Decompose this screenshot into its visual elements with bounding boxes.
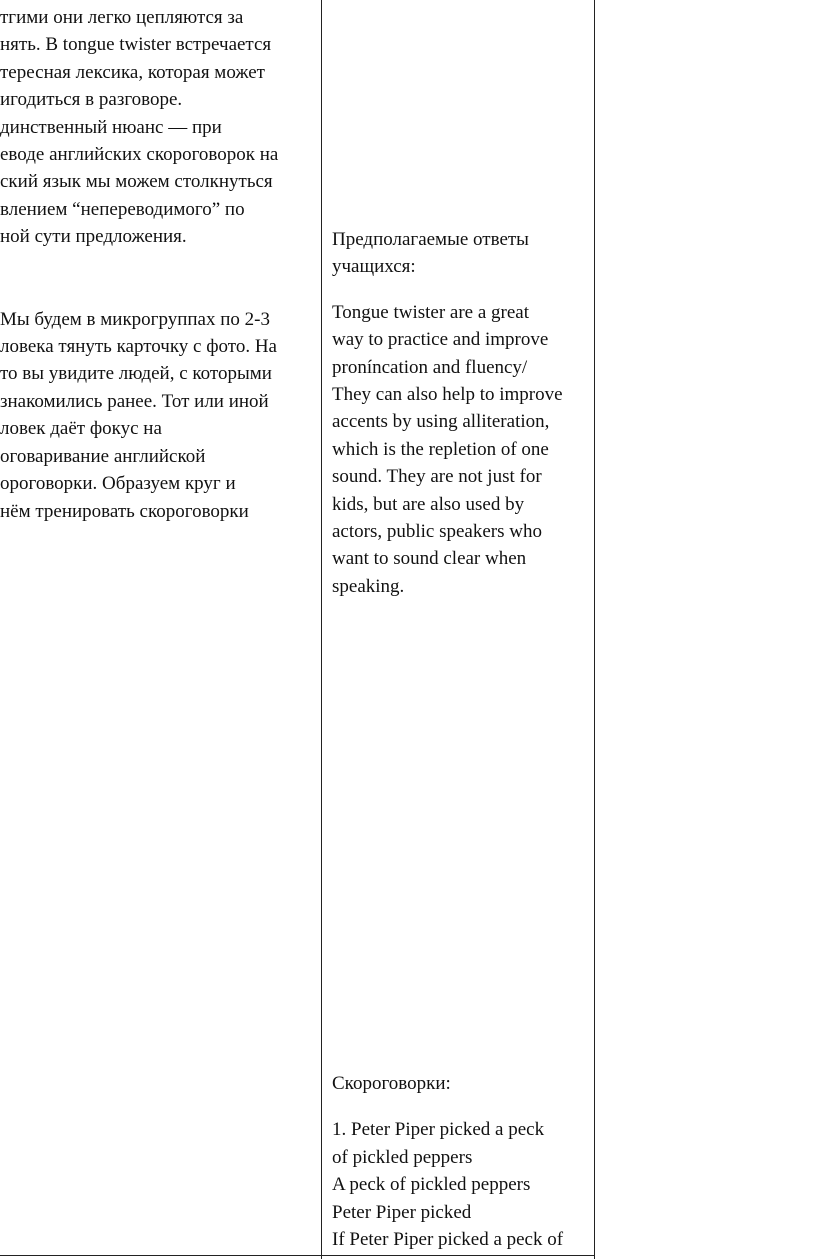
text-line: sound. They are not just for	[332, 466, 542, 488]
text-line: знакомились ранее. Тот или иной	[0, 390, 269, 412]
text-line: учащихся:	[332, 256, 416, 278]
left-paragraph-1	[0, 4, 278, 251]
text-line: игодиться в разговоре.	[0, 89, 183, 111]
text-line: динственный нюанс — при	[0, 116, 222, 138]
left-paragraph-2	[0, 306, 278, 525]
text-line: оговаривание английской	[0, 445, 206, 467]
tongue-twisters-block	[332, 1070, 563, 1253]
text-line: want to sound clear when	[332, 548, 527, 570]
text-line: Peter Piper picked	[332, 1201, 472, 1223]
text-line: Предполагаемые ответы	[332, 229, 529, 250]
text-line: Tongue twister are a great	[332, 301, 530, 323]
text-line: ловек даёт фокус на	[0, 418, 162, 440]
text-line: 1. Peter Piper picked a peck	[332, 1119, 545, 1141]
text-line: of pickled peppers	[332, 1146, 473, 1168]
text-line: тгими они легко цепляются за	[0, 7, 244, 28]
text-line: proníncation and fluency/	[332, 356, 528, 378]
text-line: kids, but are also used by	[332, 493, 525, 515]
text-line: еводе английских скороговорок на	[0, 144, 279, 166]
text-line: actors, public speakers who	[332, 521, 542, 543]
text-line: ловека тянуть карточку с фото. На	[0, 336, 277, 358]
text-line: They can also help to improve	[332, 384, 563, 406]
text-line: ский язык мы можем столкнуться	[0, 171, 273, 193]
table-bottom-border	[0, 1255, 595, 1256]
text-line: speaking.	[332, 575, 405, 597]
text-line: нём тренировать скороговорки	[0, 500, 249, 522]
text-line: A peck of pickled peppers	[332, 1174, 531, 1196]
left-cell-text	[0, 4, 278, 525]
table-right-border	[594, 0, 595, 1259]
tongue-twisters-heading: Скороговорки:	[332, 1073, 451, 1094]
text-line: If Peter Piper picked a peck of	[332, 1229, 564, 1251]
text-line: Мы будем в микрогруппах по 2-3	[0, 308, 270, 330]
column-divider	[321, 0, 322, 1259]
answers-text	[332, 299, 563, 600]
text-line: влением “непереводимого” по	[0, 198, 245, 220]
tongue-twisters-text	[332, 1116, 563, 1253]
text-line: way to practice and improve	[332, 329, 549, 351]
text-line: то вы увидите людей, с которыми	[0, 363, 272, 385]
text-line: нять. В tongue twister встречается	[0, 34, 272, 56]
text-line: ороговорки. Образуем круг и	[0, 473, 236, 495]
text-line: which is the repletion of one	[332, 438, 549, 460]
answers-block	[332, 226, 563, 600]
text-line: ной сути предложения.	[0, 226, 187, 248]
answers-heading	[332, 226, 563, 281]
text-line: accents by using alliteration,	[332, 411, 550, 433]
text-line: тересная лексика, которая может	[0, 61, 265, 83]
